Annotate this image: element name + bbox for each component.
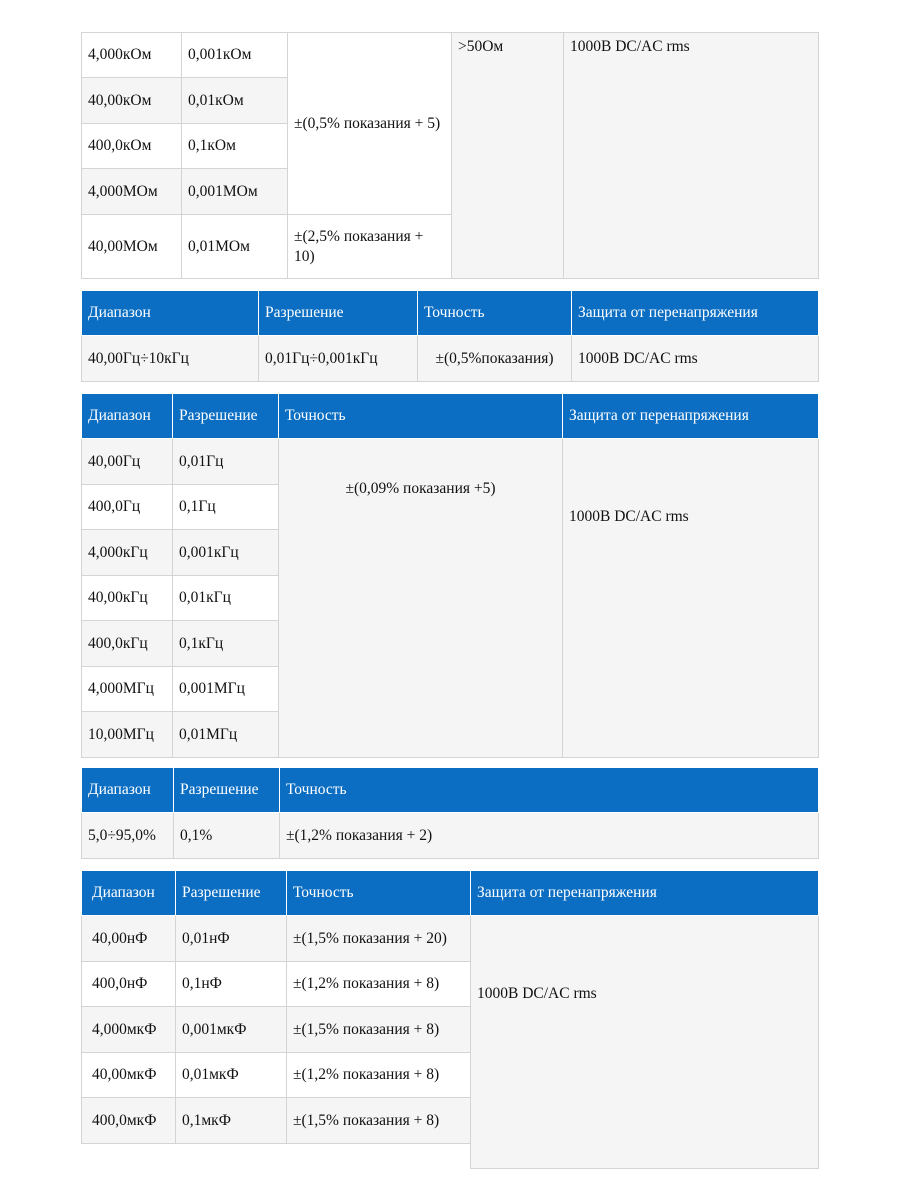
range-cell: 40,00кГц: [82, 576, 173, 621]
accuracy-cell: ±(1,2% показания + 8): [287, 962, 471, 1007]
header-range: Диапазон: [82, 291, 259, 336]
accuracy-cell: ±(1,5% показания + 8): [287, 1007, 471, 1053]
range-cell: 400,0кГц: [82, 621, 173, 667]
accuracy-cell: ±(1,5% показания + 8): [287, 1098, 471, 1144]
accuracy-cell: ±(0,5% показания + 5): [288, 33, 452, 215]
protection-cell: 1000В DC/AC rms: [471, 916, 819, 1169]
range-cell: 4,000МОм: [82, 169, 182, 215]
accuracy-cell: ±(1,5% показания + 20): [287, 916, 471, 962]
range-cell: 40,00Гц÷10кГц: [82, 336, 259, 382]
range-cell: 400,0нФ: [82, 962, 176, 1007]
frequency-table: [81, 393, 819, 758]
accuracy-cell: ±(1,2% показания + 2): [280, 813, 819, 859]
protection-cell: 1000В DC/AC rms: [572, 336, 819, 382]
resolution-cell: 0,01Гц: [173, 439, 279, 485]
resolution-cell: 0,01кГц: [173, 576, 279, 621]
protection-cell: 1000В DC/AC rms: [563, 439, 819, 758]
resistance-table: [81, 32, 819, 279]
capacitance-table: [81, 870, 819, 1169]
range-cell: 40,00мкФ: [82, 1053, 176, 1098]
resolution-cell: 0,1Гц: [173, 485, 279, 530]
resolution-cell: 0,1мкФ: [176, 1098, 287, 1144]
accuracy-cell: ±(2,5% показания + 10): [288, 215, 452, 279]
header-accuracy: Точность: [418, 291, 572, 336]
header-protection: Защита от перенапряжения: [572, 291, 819, 336]
resolution-cell: 0,1%: [174, 813, 280, 859]
frequency-range-table: [81, 290, 819, 382]
resolution-cell: 0,01мкФ: [176, 1053, 287, 1098]
resolution-cell: 0,01МГц: [173, 712, 279, 758]
range-cell: 4,000мкФ: [82, 1007, 176, 1053]
resolution-cell: 0,001МГц: [173, 667, 279, 712]
resolution-cell: 0,01кОм: [182, 78, 288, 124]
range-cell: 5,0÷95,0%: [82, 813, 174, 859]
range-cell: 10,00МГц: [82, 712, 173, 758]
header-resolution: Разрешение: [173, 394, 279, 439]
header-accuracy: Точность: [280, 768, 819, 813]
resolution-cell: 0,01Гц÷0,001кГц: [259, 336, 418, 382]
protection-cell: 1000В DC/AC rms: [564, 33, 819, 279]
header-accuracy: Точность: [287, 871, 471, 916]
header-protection: Защита от перенапряжения: [563, 394, 819, 439]
range-cell: 400,0кОм: [82, 124, 182, 169]
range-cell: 40,00Гц: [82, 439, 173, 485]
open-circuit-cell: >50Ом: [452, 33, 564, 279]
resolution-cell: 0,1нФ: [176, 962, 287, 1007]
range-cell: 400,0мкФ: [82, 1098, 176, 1144]
range-cell: 40,00МОм: [82, 215, 182, 279]
header-range: Диапазон: [82, 871, 176, 916]
header-accuracy: Точность: [279, 394, 563, 439]
resolution-cell: 0,1кГц: [173, 621, 279, 667]
accuracy-cell: ±(0,5%показания): [418, 336, 572, 382]
resolution-cell: 0,001кГц: [173, 530, 279, 576]
range-cell: 4,000кГц: [82, 530, 173, 576]
range-cell: 400,0Гц: [82, 485, 173, 530]
header-protection: Защита от перенапряжения: [471, 871, 819, 916]
header-range: Диапазон: [82, 394, 173, 439]
header-resolution: Разрешение: [259, 291, 418, 336]
range-cell: 40,00нФ: [82, 916, 176, 962]
range-cell: 40,00кОм: [82, 78, 182, 124]
range-cell: 4,000МГц: [82, 667, 173, 712]
resolution-cell: 0,1кОм: [182, 124, 288, 169]
accuracy-cell: ±(0,09% показания +5): [279, 439, 563, 758]
duty-cycle-table: [81, 767, 819, 859]
range-cell: 4,000кОм: [82, 33, 182, 78]
header-range: Диапазон: [82, 768, 174, 813]
header-resolution: Разрешение: [174, 768, 280, 813]
resolution-cell: 0,01МОм: [182, 215, 288, 279]
resolution-cell: 0,001кОм: [182, 33, 288, 78]
spacer-cell: [82, 1144, 471, 1169]
resolution-cell: 0,01нФ: [176, 916, 287, 962]
header-resolution: Разрешение: [176, 871, 287, 916]
accuracy-cell: ±(1,2% показания + 8): [287, 1053, 471, 1098]
resolution-cell: 0,001МОм: [182, 169, 288, 215]
resolution-cell: 0,001мкФ: [176, 1007, 287, 1053]
